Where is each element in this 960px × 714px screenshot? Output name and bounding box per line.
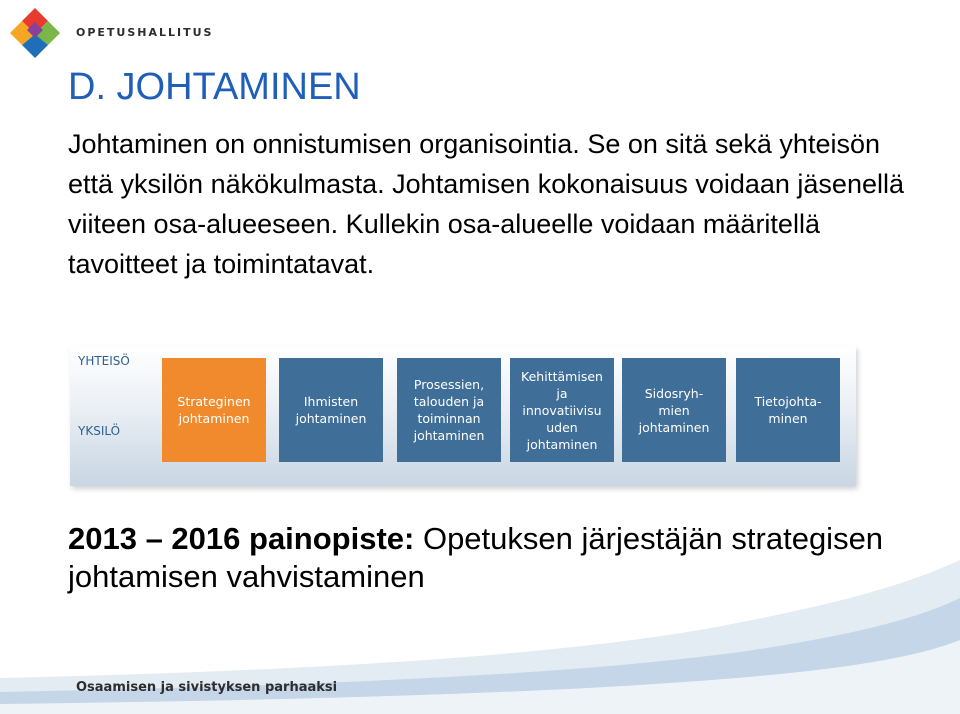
area-box-stakeholders: Sidosryh- mien johtaminen bbox=[622, 358, 726, 462]
area-box-knowledge: Tietojohta- minen bbox=[736, 358, 840, 462]
page-title: D. JOHTAMINEN bbox=[68, 66, 361, 108]
body-paragraph: Johtaminen on onnistumisen organisointia. Se on sitä sekä yhteisön että yksilön näkökulmasta. Johtamisen kokonaisuus voidaan jäsenellä viiteen osa-alueeseen. Kullekin osa-alueelle voidaan määritellä tavoitteet ja toimintatavat. bbox=[68, 129, 904, 279]
leadership-areas-diagram bbox=[70, 346, 856, 486]
area-box-processes: Prosessien, talouden ja toiminnan johtaminen bbox=[397, 358, 501, 462]
area-box-strategic: Strateginen johtaminen bbox=[162, 358, 266, 462]
opetushallitus-logo-icon bbox=[8, 6, 62, 60]
focus-period: 2013 – 2016 painopiste: bbox=[68, 521, 415, 556]
focus-text: Opetuksen järjestäjän strategisen johtamisen vahvistaminen bbox=[68, 521, 884, 594]
community-label: YHTEISÖ bbox=[78, 354, 130, 368]
area-box-people: Ihmisten johtaminen bbox=[279, 358, 383, 462]
area-box-development: Kehittämisen ja innovatiivisu uden johtaminen bbox=[510, 358, 614, 462]
footer-slogan: Osaamisen ja sivistyksen parhaaksi bbox=[76, 680, 338, 695]
logo-wordmark: OPETUSHALLITUS bbox=[76, 26, 214, 39]
individual-label: YKSILÖ bbox=[78, 424, 121, 438]
